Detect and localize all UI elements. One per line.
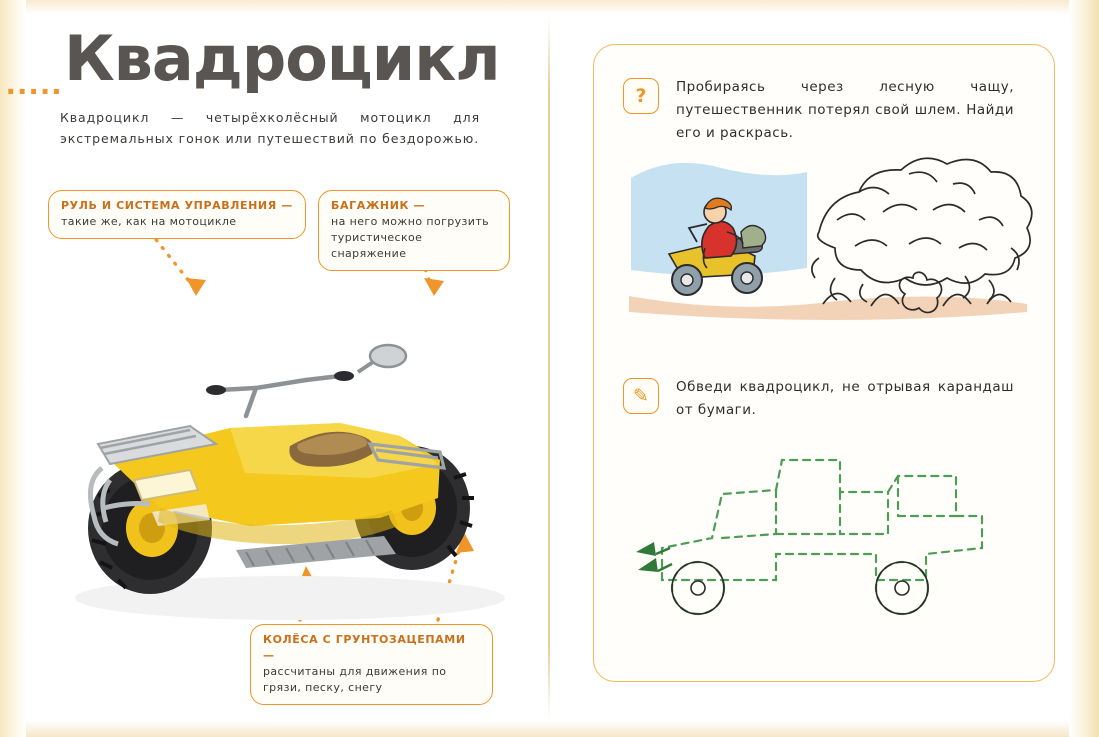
- lead-paragraph: Квадроцикл — четырёхколёсный мотоцикл для экстремальных гонок или путешествий по бездорожью.: [60, 110, 480, 146]
- callout-wheels-body: рассчитаны для движения по грязи, песку, снегу: [263, 665, 447, 694]
- callout-steering: [48, 190, 306, 239]
- task-trace-quad-text: Обведи квадроцикл, не отрывая карандаш от бумаги.: [676, 379, 1014, 418]
- callout-steering-heading: РУЛЬ И СИСТЕМА УПРАВЛЕНИЯ —: [61, 199, 293, 212]
- title-dots-decoration: .....: [6, 64, 64, 102]
- callout-rack-body: на него можно погрузить туристическое снаряжение: [331, 215, 490, 260]
- callout-wheels-heading: КОЛЁСА С ГРУНТОЗАЦЕПАМИ —: [263, 633, 466, 662]
- question-badge-icon: ?: [623, 78, 659, 114]
- task-find-helmet-text: Пробираясь через лесную чащу, путешественник потерял свой шлем. Найди его и раскрась.: [676, 79, 1014, 141]
- left-page: [0, 0, 548, 737]
- callout-steering-body: такие же, как на мотоцикле: [61, 215, 237, 228]
- atv-photo: [40, 268, 520, 628]
- right-page: [548, 0, 1099, 737]
- forest-scene-illustration: [623, 128, 1033, 358]
- callout-wheels: [250, 624, 493, 705]
- dashed-quad-tracing: [626, 430, 1026, 650]
- page-title: Квадроцикл: [64, 22, 500, 95]
- callout-rack-heading: БАГАЖНИК —: [331, 199, 426, 212]
- callout-rack: [318, 190, 510, 271]
- pencil-badge-icon: ✎: [623, 378, 659, 414]
